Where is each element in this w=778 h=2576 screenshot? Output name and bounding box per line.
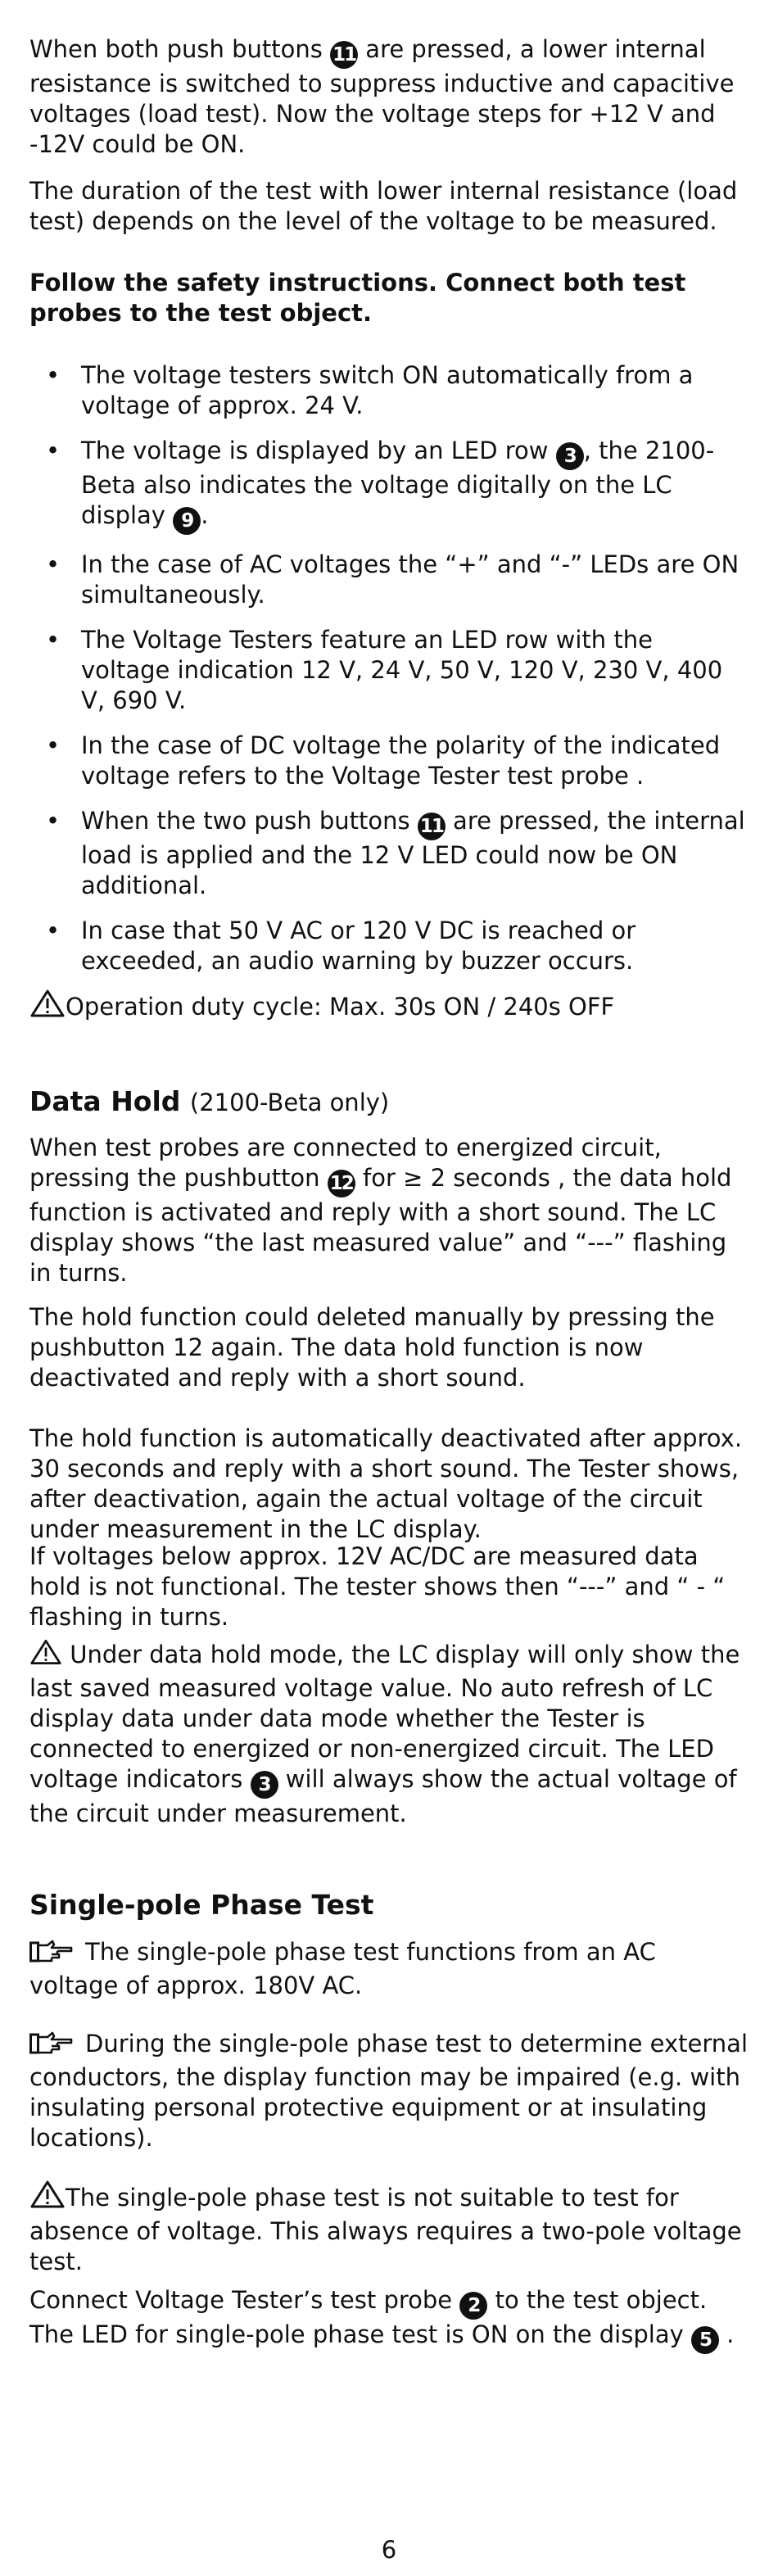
number-5-icon: 5 <box>691 2326 719 2354</box>
single-pole-warning: The single-pole phase test is not suitable to test for absence of voltage. This always requires a two-pole voltage test. <box>29 2180 749 2277</box>
number-11-icon: 11 <box>330 41 358 69</box>
number-11-icon: 11 <box>418 813 446 840</box>
list-item: • In case that 50 V AC or 120 V DC is reached or exceeded, an audio warning by buzzer occurs. <box>29 916 749 976</box>
data-hold-paragraph-1: When test probes are connected to energized circuit, pressing the pushbutton 12 for ≥ 2 seconds , the data hold function is activated and reply with a short sound. The LC display shows “the last measured value” and “---” flashing in turns. <box>29 1134 732 1287</box>
page-number: 6 <box>381 2536 397 2564</box>
list-item: • The voltage is displayed by an LED row 3 , the 2100-Beta also indicates the voltage digitally on the LC display 9 . <box>29 436 749 535</box>
section-title-single-pole: Single-pole Phase Test <box>29 1889 374 1921</box>
number-12-icon: 12 <box>328 1170 355 1197</box>
list-item: • When the two push buttons 11 are pressed, the internal load is applied and the 12 V LED could now be ON additional. <box>29 806 749 901</box>
data-hold-paragraph-4: If voltages below approx. 12V AC/DC are measured data hold is not functional. The tester shows then “---” and “ - “ flashing in turns. <box>29 1542 726 1631</box>
data-hold-warning: Under data hold mode, the LC display will only show the last saved measured voltage value. No auto refresh of LC display data under data mode whether the Tester is connected to energized or non-energized circuit. The LED voltage indicators 3 will always show the actual voltage of the circuit under measurement. <box>29 1638 749 1829</box>
data-hold-paragraph-2: The hold function could deleted manually by pressing the pushbutton 12 again. The data hold function is now deactivated and reply with a short sound. <box>29 1303 715 1392</box>
feature-list <box>29 360 749 991</box>
number-3-icon: 3 <box>251 1771 278 1799</box>
warning-triangle-icon <box>29 2180 66 2216</box>
data-hold-paragraph-3: The hold function is automatically deactivated after approx. 30 seconds and reply with a short sound. The Tester shows, after deactivation, again the actual voltage of the circuit under measurement in the LC display. <box>29 1424 743 1543</box>
safety-instruction: Follow the safety instructions. Connect both test probes to the test object. <box>29 269 686 327</box>
intro-paragraph-duration: The duration of the test with lower internal resistance (load test) depends on the level of the voltage to be measured. <box>29 177 738 235</box>
number-3-icon: 3 <box>556 442 584 470</box>
single-pole-note-1: The single-pole phase test functions from an AC voltage of approx. 180V AC. <box>29 1938 656 1999</box>
list-item: • In the case of DC voltage the polarity of the indicated voltage refers to the Voltage Tester test probe . <box>29 731 749 791</box>
number-9-icon: 9 <box>173 507 201 535</box>
duty-cycle-note: Operation duty cycle: Max. 30s ON / 240s OFF <box>29 989 749 1025</box>
intro-paragraph-load-test: When both push buttons 11 are pressed, a lower internal resistance is switched to suppress inductive and capacitive voltages (load test). Now the voltage steps for +12 V and -12V could be ON. <box>29 35 735 158</box>
warning-triangle-icon <box>29 989 66 1025</box>
single-pole-paragraph: Connect Voltage Tester’s test probe 2 to the test object. The LED for single-pole phase test is ON on the display 5 . <box>29 2285 749 2354</box>
pointing-hand-icon <box>29 1939 74 1971</box>
pointing-hand-icon <box>29 2030 74 2062</box>
single-pole-note-2: During the single-pole phase test to determine external conductors, the display function may be impaired (e.g. with insulating personal protective equipment or at insulating locations). <box>29 2030 749 2152</box>
section-title-data-hold: Data Hold (2100-Beta only) <box>29 1085 390 1117</box>
list-item: • In the case of AC voltages the “+” and “-” LEDs are ON simultaneously. <box>29 550 749 610</box>
list-item: • The Voltage Testers feature an LED row with the voltage indication 12 V, 24 V, 50 V, 120 V, 230 V, 400 V, 690 V. <box>29 625 749 716</box>
number-2-icon: 2 <box>459 2292 487 2320</box>
warning-triangle-icon <box>29 1638 62 1673</box>
list-item: • The voltage testers switch ON automatically from a voltage of approx. 24 V. <box>29 360 749 421</box>
